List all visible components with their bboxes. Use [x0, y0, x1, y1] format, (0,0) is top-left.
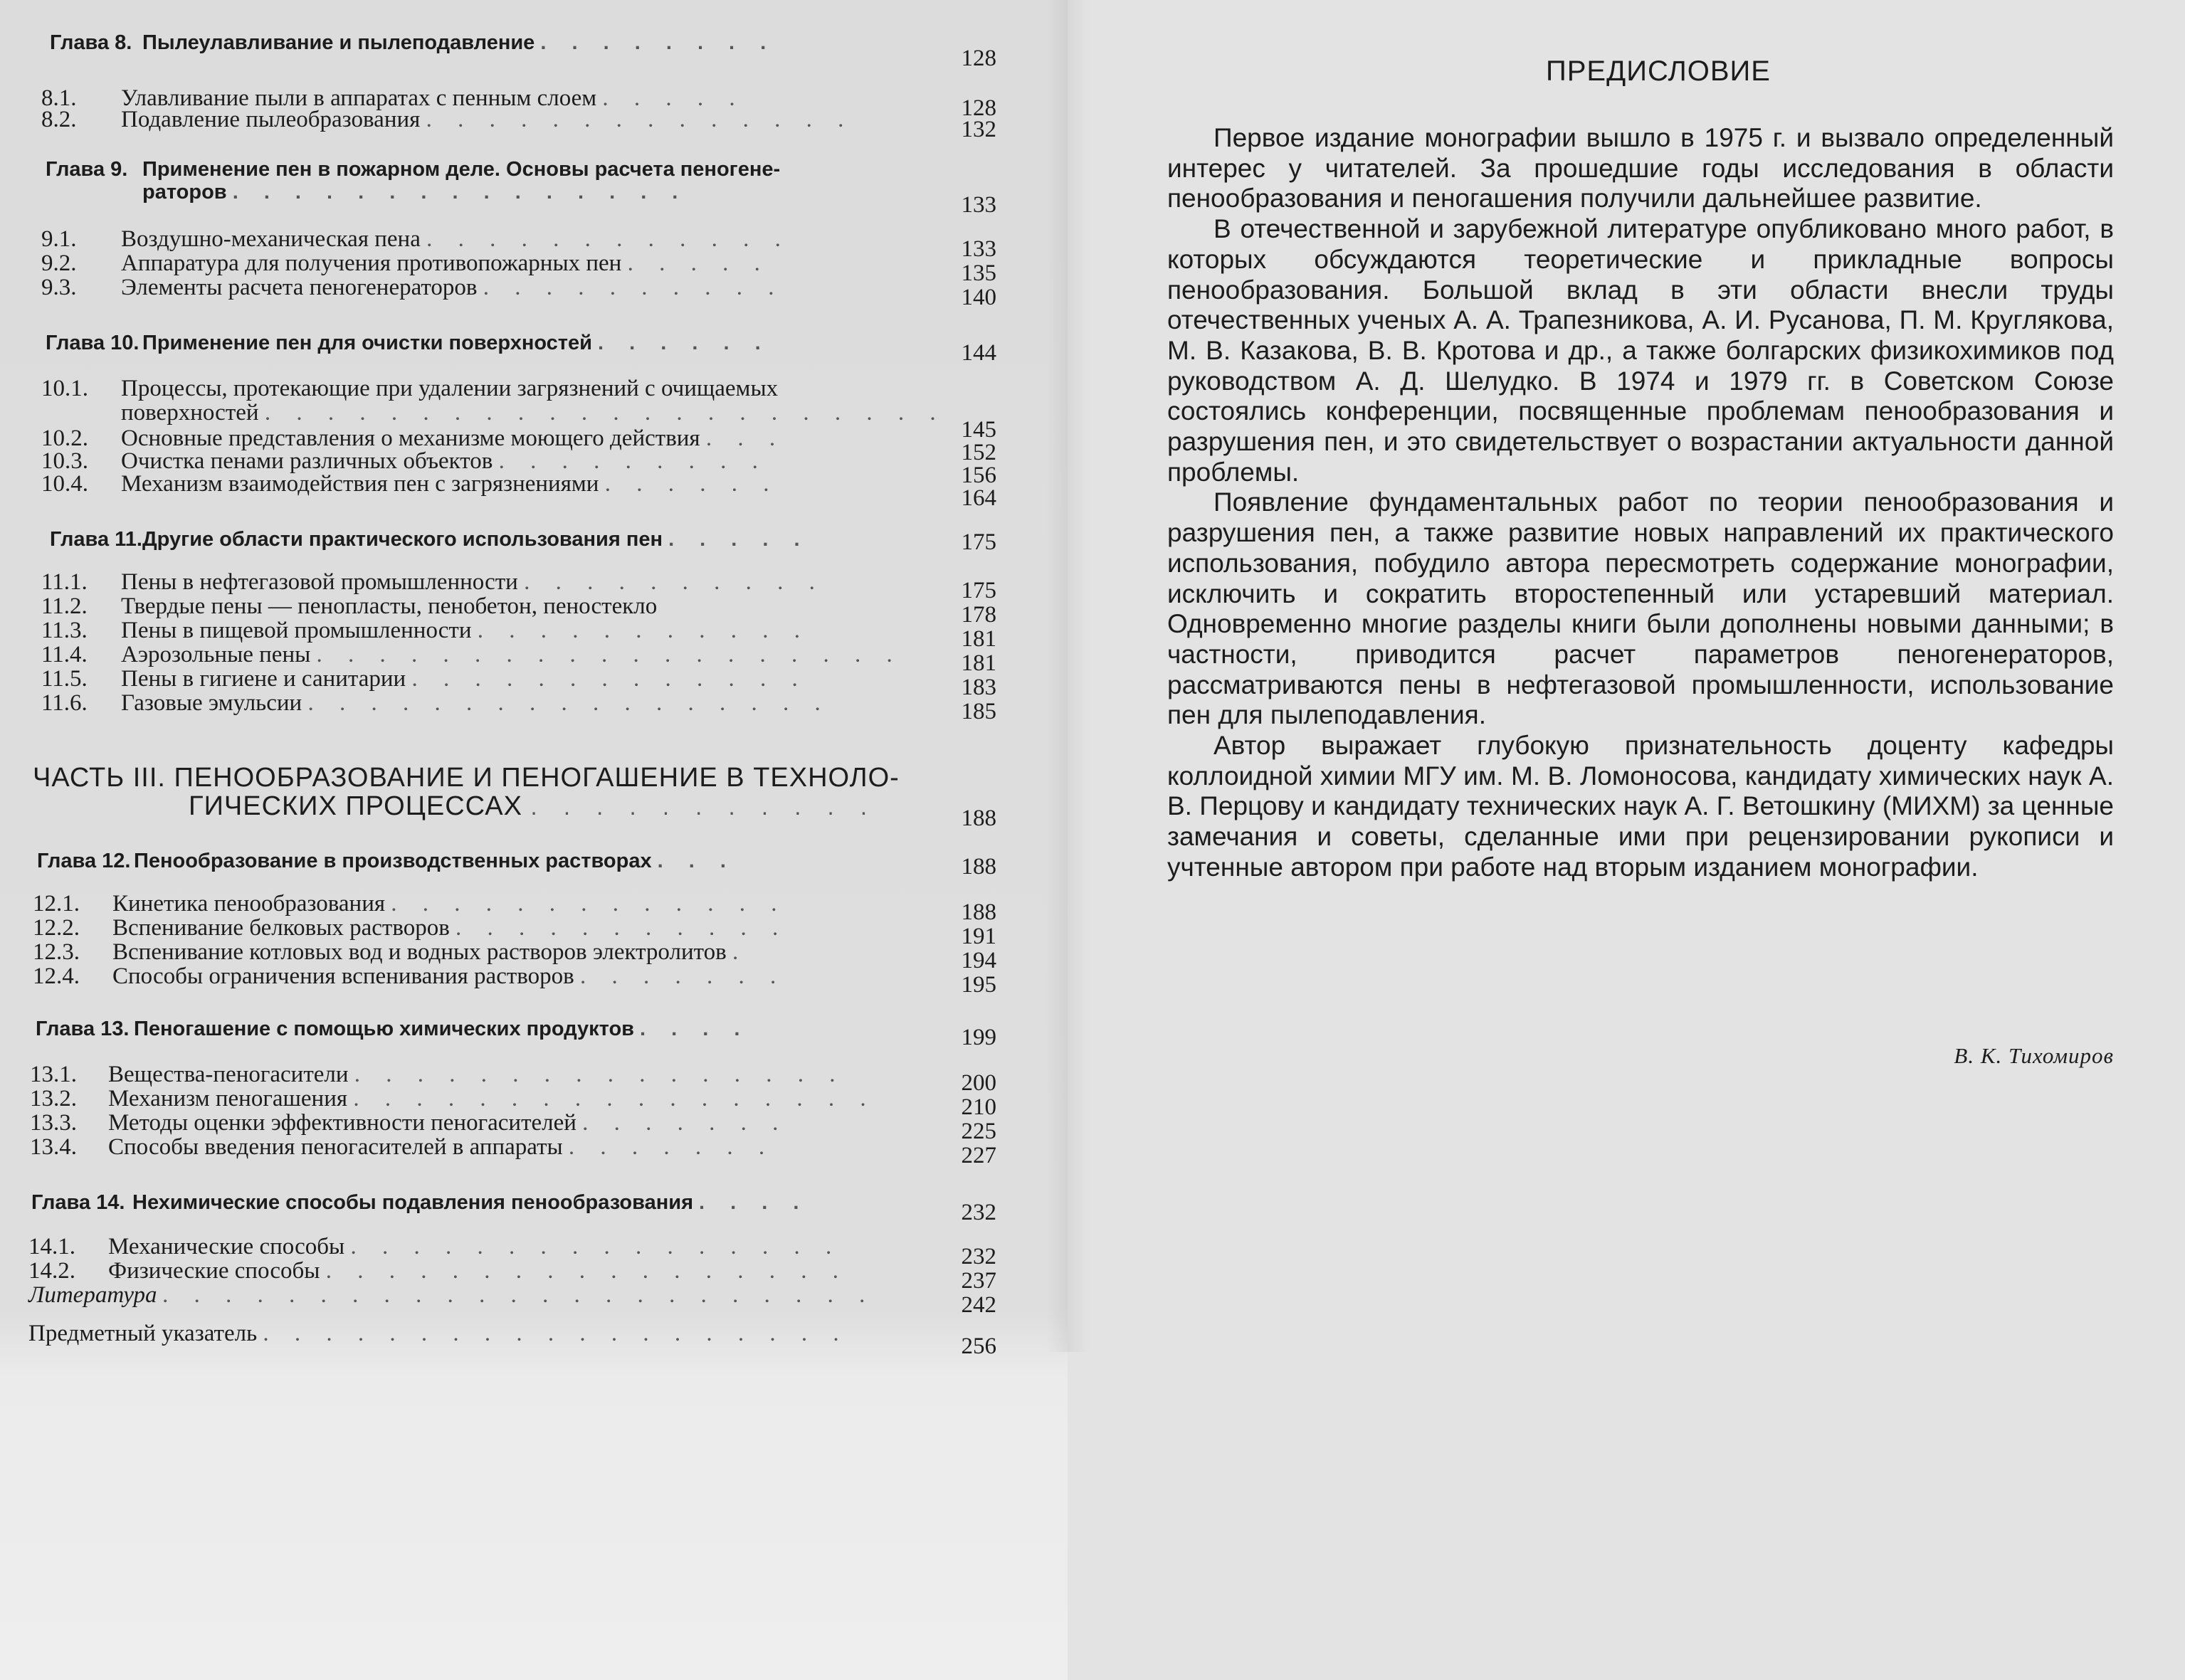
toc-num: 13.2. — [30, 1086, 77, 1111]
toc-title: Аппаратура для получения противопожарных пен . . . . . — [121, 250, 770, 276]
preface-paragraph: В отечественной и зарубежной литературе опубликовано много работ, в которых обсуждаются теоретические и прикладные вопросы пенообразования. Большой вклад в эти области внесли труды отечественных ученых А. А. Трапезникова, А. И. Русанова, П. М. Круглякова, М. В. Казакова, В. В. Кротова и др., а также болгарских физикохимиков под руководством А. Д. Шелудко. В 1974 и 1979 гг. в Советском Союзе состоялись конференции, посвященные проблемам пенообразования и разрушения пен, и это свидетельствует о возрастании актуальности данной проблемы. — [1167, 214, 2114, 487]
toc-page: 242 — [961, 1292, 996, 1318]
toc-num: 13.3. — [30, 1110, 77, 1136]
toc-title: Пены в пищевой промышленности . . . . . . . . . . . — [121, 618, 811, 643]
toc-num: 9.1. — [41, 226, 77, 252]
toc-page: 256 — [961, 1333, 996, 1359]
toc-title: Аэрозольные пены . . . . . . . . . . . . . . . . . . . — [121, 642, 902, 667]
toc-title: Подавление пылеобразования . . . . . . . . . . . . . . — [121, 107, 854, 132]
toc-num: Глава 12. — [37, 850, 131, 872]
toc-num: 11.3. — [41, 618, 88, 643]
toc-num: 13.4. — [30, 1134, 77, 1160]
toc-num: 11.5. — [41, 666, 88, 692]
toc-num: 10.2. — [41, 426, 88, 451]
toc-title: Механизм пеногашения . . . . . . . . . . . . . . . . . — [108, 1086, 876, 1111]
toc-title: Элементы расчета пеногенераторов . . . . . . . . . . — [121, 275, 784, 300]
toc-page: 191 — [961, 924, 996, 949]
toc-title: Физические способы . . . . . . . . . . . . . . . . . — [108, 1258, 848, 1284]
toc-page: 232 — [961, 1244, 996, 1269]
toc-title: Применение пен для очистки поверхностей . . . . . . — [142, 332, 771, 354]
toc-page: 199 — [961, 1025, 996, 1050]
toc-page: 194 — [961, 948, 996, 973]
toc-num: 12.3. — [33, 939, 80, 965]
toc-num: Глава 10. — [46, 332, 139, 354]
toc-title: Вещества-пеногасители . . . . . . . . . . . . . . . . — [108, 1062, 846, 1087]
toc-page: 152 — [961, 440, 996, 465]
toc-title: Способы введения пеногасителей в аппараты . . . . . . . — [108, 1134, 775, 1160]
toc-num: 13.1. — [30, 1062, 77, 1087]
preface-title: ПРЕДИСЛОВИЕ — [1546, 56, 1771, 87]
toc-num: 8.1. — [41, 85, 77, 111]
toc-page: 175 — [961, 578, 996, 603]
toc-title: Кинетика пенообразования . . . . . . . . . . . . . — [112, 891, 787, 916]
toc-title: Пылеулавливание и пылеподавление . . . . . . . . — [142, 31, 776, 54]
toc-title: Механизм взаимодействия пен с загрязнениями . . . . . . — [121, 471, 779, 497]
toc-title: Воздушно-механическая пена . . . . . . . . . . . . — [121, 226, 791, 252]
toc-page: 183 — [961, 675, 996, 700]
toc-page: 178 — [961, 602, 996, 628]
toc-num: 10.1. — [41, 376, 88, 401]
toc-num: Глава 14. — [31, 1191, 125, 1214]
toc-page: 210 — [961, 1094, 996, 1120]
toc-page: 225 — [961, 1119, 996, 1144]
toc-page: 232 — [961, 1200, 996, 1225]
toc-num: 10.3. — [41, 448, 88, 474]
toc-num: 11.1. — [41, 569, 88, 595]
toc-chapter-9-cont: раторов . . . . . . . . . . . . . . . — [142, 181, 688, 204]
toc-page: 156 — [961, 463, 996, 488]
toc-page: 200 — [961, 1070, 996, 1096]
toc-num: 11.2. — [41, 593, 88, 619]
toc-num: 14.1. — [28, 1234, 75, 1259]
toc-page: 128 — [961, 46, 996, 71]
toc-part-3-title: ЧАСТЬ III. ПЕНООБРАЗОВАНИЕ И ПЕНОГАШЕНИЕ В ТЕХНОЛО- — [33, 763, 900, 793]
toc-page: 164 — [961, 485, 996, 511]
preface-paragraph: Первое издание монографии вышло в 1975 г. и вызвало определенный интерес у читателей. За прошедшие годы исследования в области пенообразования и пеногашения получили дальнейшее развитие. — [1167, 123, 2114, 213]
toc-page: 195 — [961, 972, 996, 998]
toc-part-3-cont: ГИЧЕСКИХ ПРОЦЕССАХ . . . . . . . . . . . — [189, 791, 878, 821]
toc-title: Нехимические способы подавления пенообразования . . . . — [132, 1191, 809, 1214]
toc-page: 128 — [961, 95, 996, 121]
toc-section-10-1-cont: поверхностей . . . . . . . . . . . . . . . . . . . . . . — [121, 400, 946, 426]
toc-num: 9.2. — [41, 250, 77, 276]
toc-num: 11.4. — [41, 642, 88, 667]
toc-num: Глава 8. — [50, 31, 132, 54]
toc-num: 12.4. — [33, 963, 80, 989]
toc-page: 175 — [961, 529, 996, 555]
toc-title: Пены в нефтегазовой промышленности . . . . . . . . . . — [121, 569, 825, 595]
preface-body — [1167, 123, 2114, 883]
toc-num: 9.3. — [41, 275, 77, 300]
toc-title: Вспенивание котловых вод и водных растворов электролитов . — [112, 939, 749, 965]
toc-title: Процессы, протекающие при удалении загрязнений с очищаемых — [121, 376, 779, 401]
toc-num: 14.2. — [28, 1258, 75, 1284]
toc-title: Применение пен в пожарном деле. Основы расчета пеногене- — [142, 158, 781, 181]
toc-num: Глава 11. — [50, 528, 142, 551]
toc-title: Методы оценки эффективности пеногасителей . . . . . . . — [108, 1110, 789, 1136]
toc-page: 181 — [961, 626, 996, 652]
toc-page: 145 — [961, 417, 996, 443]
toc-page: 144 — [961, 340, 996, 366]
page-gutter — [1046, 0, 1089, 1352]
toc-num: 12.1. — [33, 891, 80, 916]
toc-num: 12.2. — [33, 915, 80, 941]
toc-title: Твердые пены — пенопласты, пенобетон, пеностекло — [121, 593, 658, 619]
toc-num: Глава 9. — [46, 158, 128, 181]
toc-num: 10.4. — [41, 471, 88, 497]
preface-paragraph: Появление фундаментальных работ по теории пенообразования и разрушения пен, а также развитие новых направлений их практического использования, побудило автора пересмотреть содержание монографии, исключить и сократить второстепенный или устаревший материал. Одновременно многие разделы книги были дополнены новыми данными; в частности, приводится расчет параметров пеногенераторов, рассматриваются пены в нефтегазовой промышленности, использование пен для пылеподавления. — [1167, 487, 2114, 730]
toc-num: 8.2. — [41, 107, 77, 132]
toc-title: Основные представления о механизме моющего действия . . . — [121, 426, 786, 451]
toc-title: Улавливание пыли в аппаратах с пенным слоем . . . . . — [121, 85, 745, 111]
toc-page: 181 — [961, 650, 996, 676]
toc-page: 132 — [961, 117, 996, 142]
toc-title: Другие области практического использования пен . . . . . — [142, 528, 810, 551]
toc-title: Пены в гигиене и санитарии . . . . . . . . . . . . . — [121, 666, 808, 692]
preface-signature: В. К. Тихомиров — [1954, 1043, 2114, 1068]
toc-title: Литература . . . . . . . . . . . . . . . . . . . . . . . — [28, 1282, 876, 1308]
toc-title: Предметный указатель . . . . . . . . . . . . . . . . . . . — [28, 1321, 849, 1346]
toc-title: Способы ограничения вспенивания растворов . . . . . . . — [112, 963, 786, 989]
preface-paragraph: Автор выражает глубокую признательность доценту кафедры коллоидной химии МГУ им. М. В. Ломоносова, кандидату химических наук А. В. Перцову и кандидату технических наук А. Г. Ветошкину (МИХМ) за ценные замечания и советы, сделанные ими при рецензировании рукописи и учтенные автором при работе над вторым изданием монографии. — [1167, 731, 2114, 882]
toc-num: Глава 13. — [36, 1018, 130, 1040]
toc-page: 140 — [961, 285, 996, 310]
toc-page: 135 — [961, 260, 996, 286]
toc-page: 133 — [961, 236, 996, 262]
toc-page: 188 — [961, 899, 996, 925]
toc-num: 11.6. — [41, 690, 88, 716]
toc-title: Механические способы . . . . . . . . . . . . . . . . — [108, 1234, 842, 1259]
toc-page: 188 — [961, 854, 996, 879]
toc-page: 133 — [961, 192, 996, 218]
toc-title: Вспенивание белковых растворов . . . . . . . . . . . — [112, 915, 789, 941]
toc-page: 227 — [961, 1143, 996, 1168]
toc-page: 188 — [961, 805, 996, 831]
toc-page: 237 — [961, 1268, 996, 1294]
toc-title: Пенообразование в производственных растворах . . . — [134, 850, 736, 872]
toc-title: Газовые эмульсии . . . . . . . . . . . . . . . . . — [121, 690, 831, 716]
toc-page: 185 — [961, 699, 996, 724]
toc-title: Пеногашение с помощью химических продуктов . . . . — [134, 1018, 750, 1040]
toc-title: Очистка пенами различных объектов . . . . . . . . . — [121, 448, 768, 474]
